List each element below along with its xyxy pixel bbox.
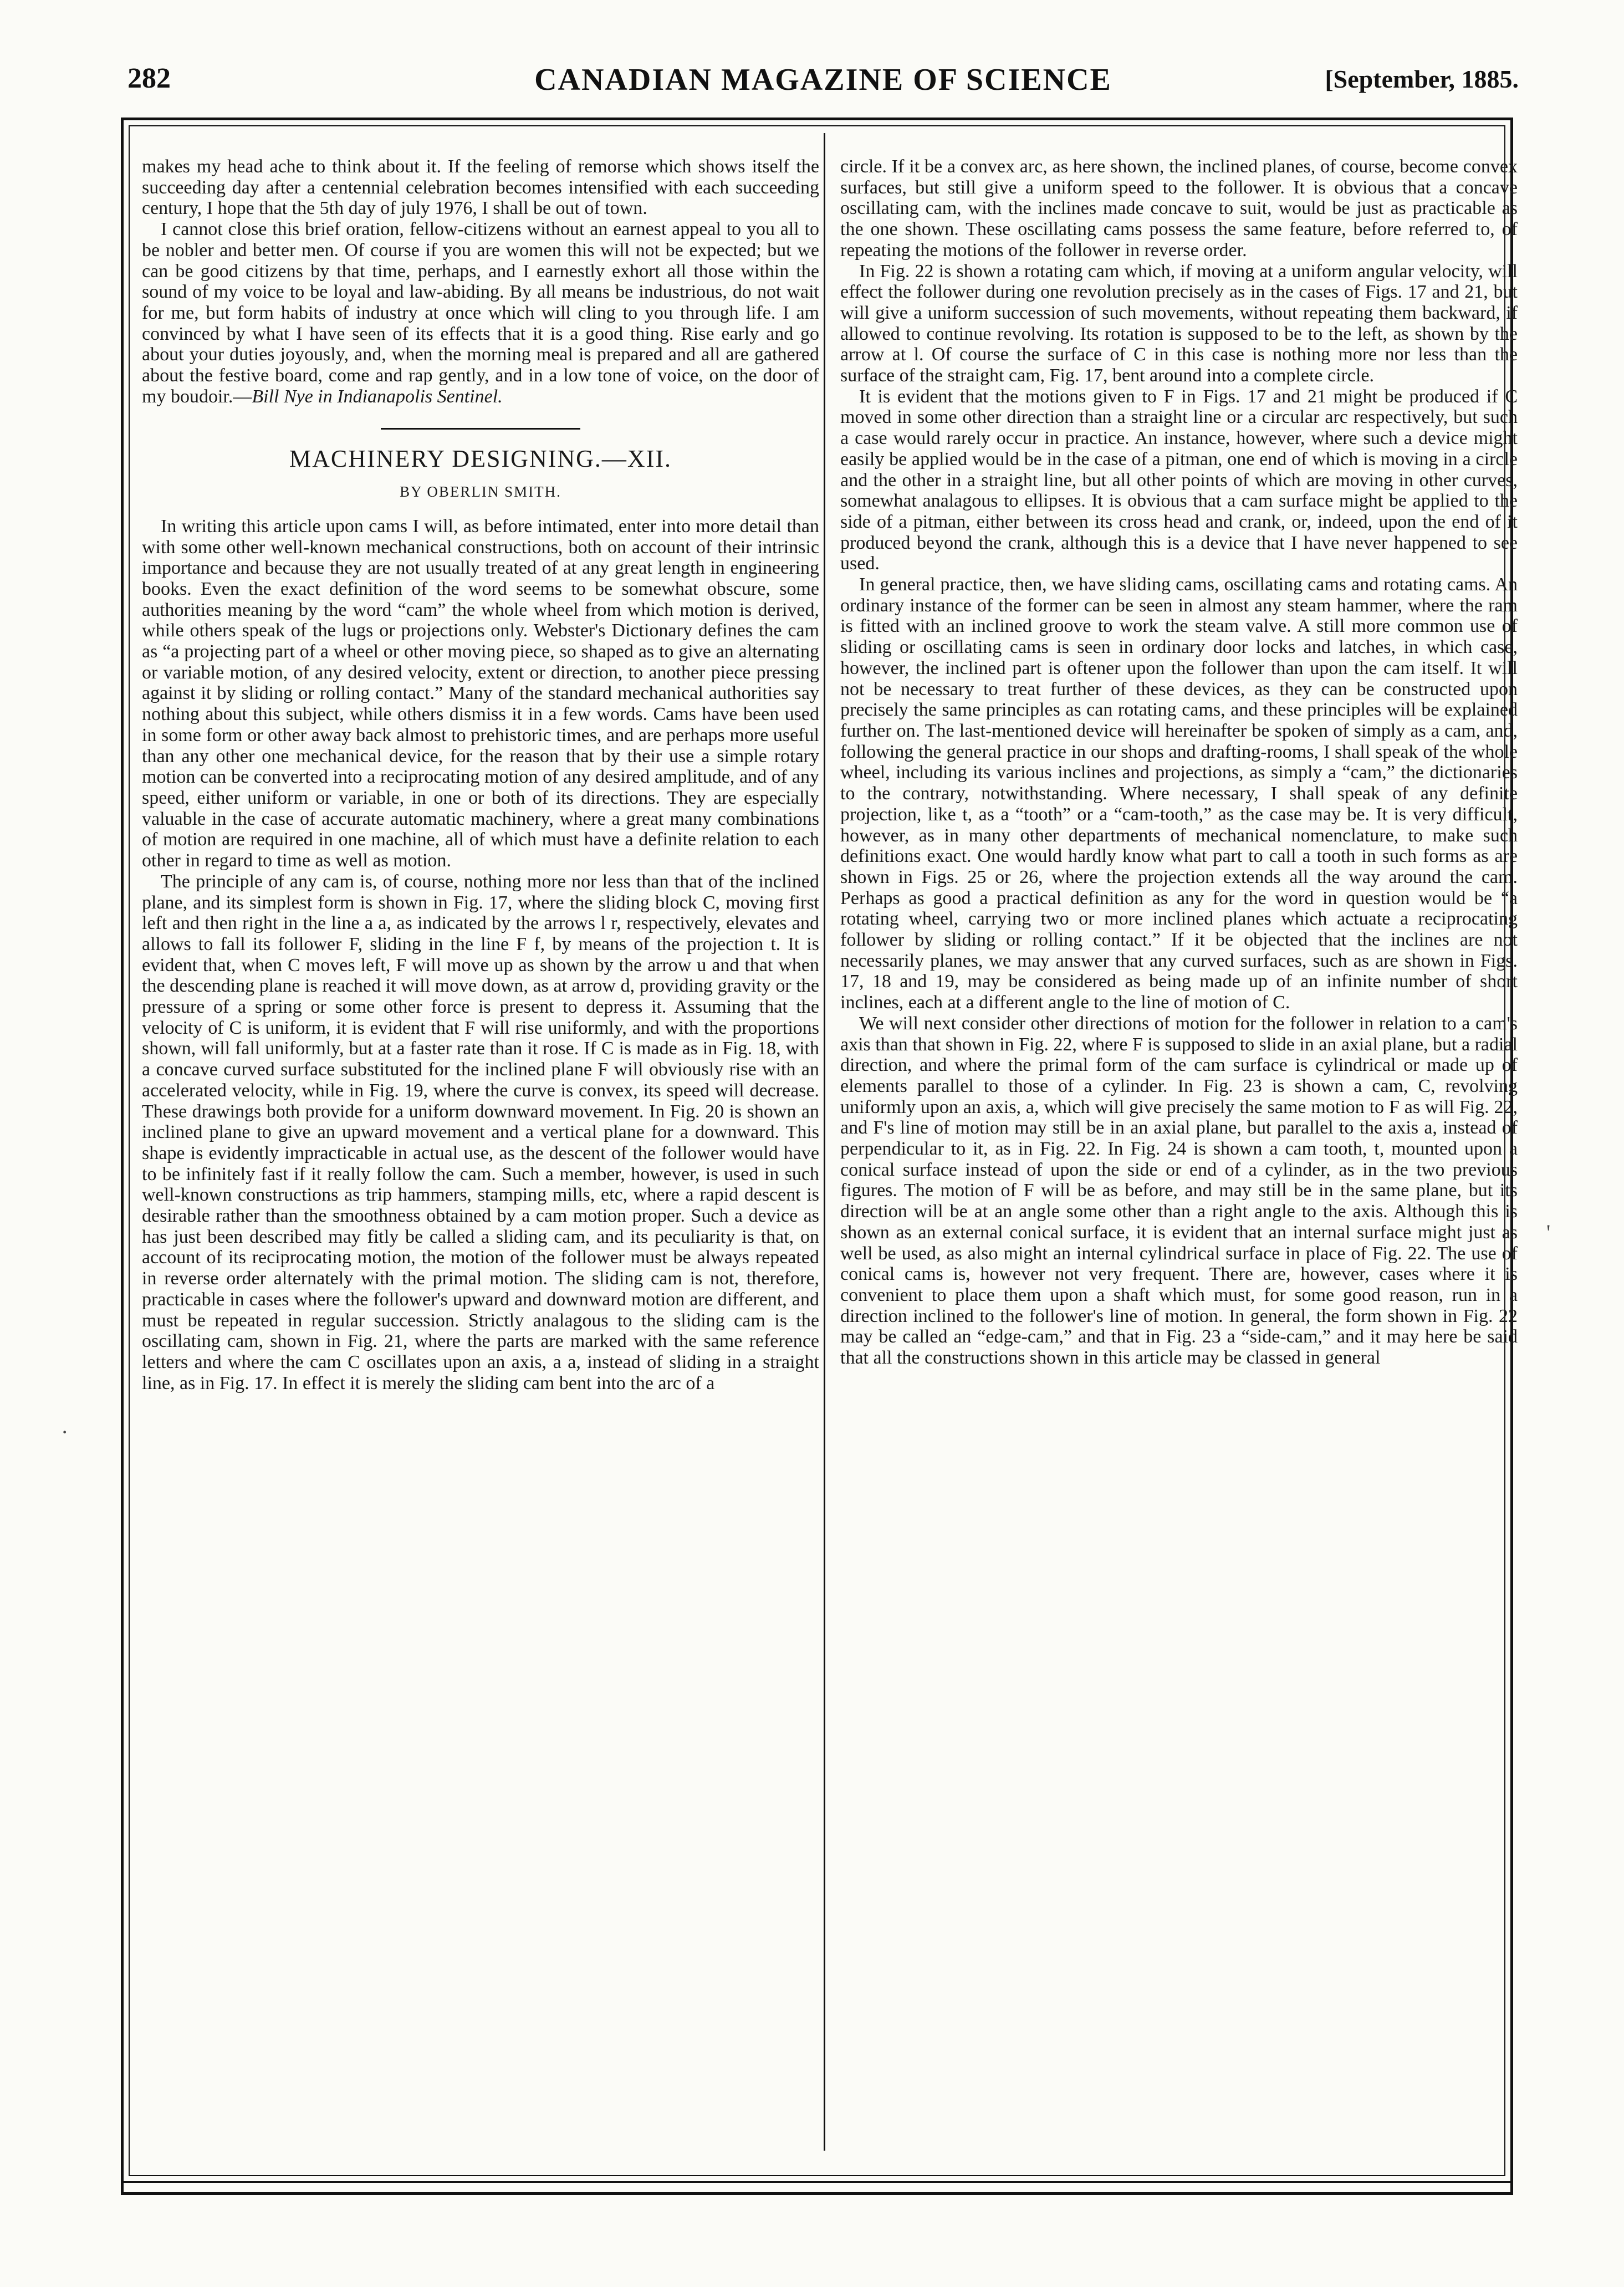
running-header (127, 62, 1519, 106)
right-paragraph-5: We will next consider other directions of motion for the follower in relation to a cam's axis than that shown in Fig. 22, where F is supposed to slide in an axial plane, but a radial direction, and where the primal form of the cam surface is cylindrical or made up of elements parallel to those of a cylinder. In Fig. 23 is shown a cam, C, revolving uniformly upon an axis, a, which will give precisely the same motion to F as will Fig. 22, and F's line of motion may still be in an axial plane, but parallel to the axis a, instead of perpendicular to it, as in Fig. 22. In Fig. 24 is shown a cam tooth, t, mounted upon a conical surface instead of upon the side or end of a cylinder, as in the two previous figures. The motion of F will be as before, and may still be in the same plane, but its direction will be at an angle some other than a right angle to the axis. Although this is shown as an external conical surface, it is evident that an internal surface might just as well be used, as also might an internal cylindrical surface in place of Fig. 22. The use of conical cams is, however not very frequent. There are, however, cases where it is convenient to place them upon a shaft which must, for some good reason, run in a direction inclined to the follower's line of motion. In general, the form shown in Fig. 22 may be called an “edge-cam,” and that in Fig. 23 a “side-cam,” and it may here be said that all the constructions shown in this article may be classed in general (840, 1013, 1518, 1369)
article-paragraph-2: The principle of any cam is, of course, nothing more nor less than that of the inclined plane, and its simplest form is shown in Fig. 17, where the sliding block C, moving first left and then right in the line a a, as indicated by the arrows l r, respectively, elevates and allows to fall its follower F, sliding in the line F f, by means of the projection t. It is evident that, when C moves left, F will move up as shown by the arrow u and that when the descending plane is reached it will move down, as at arrow d, providing gravity or the pressure of a spring or some other force is present to depress it. Assuming that the velocity of C is uniform, it is evident that F will rise uniformly, and with the proportions shown, will fall uniformly, but at a faster rate than it rose. If C is made as in Fig. 18, with a concave curved surface substituted for the inclined plane F will obviously rise with an accelerated velocity, while in Fig. 19, where the curve is convex, its speed will decrease. These drawings both provide for a uniform downward movement. In Fig. 20 is shown an inclined plane to give an upward movement and a vertical plane for a downward. This shape is evidently impracticable in actual use, as the descent of the follower would have to be infinitely fast if it really follow the cam. Such a member, however, is used in such well-known constructions as trip hammers, stamping mills, etc, where a rapid descent is desirable rather than the smoothness obtained by a cam motion proper. Such a device as has just been described may fitly be called a sliding cam, and its peculiarity is that, on account of its reciprocating motion, the motion of the follower must be always repeated in reverse order alternately with the primal motion. The sliding cam is not, therefore, practicable in cases where the follower's upward and downward motion are different, and must be repeated in regular succession. Strictly analagous to the sliding cam is the oscillating cam, shown in Fig. 21, where the parts are marked with the same reference letters and where the cam C oscillates upon an axis, a a, instead of sliding in a straight line, as in Fig. 17. In effect it is merely the sliding cam bent into the arc of a (142, 871, 819, 1393)
magazine-title: CANADIAN MAGAZINE OF SCIENCE (534, 63, 1112, 97)
article-paragraph-1: In writing this article upon cams I will, as before intimated, enter into more detail than with some other well-known mechanical constructions, both on account of their intrinsic importance and because they are not usually treated of at any great length in engineering books. Even the exact definition of the word seems to be somewhat obscure, some authorities meaning by the word “cam” the whole wheel from which motion is derived, while others speak of the lugs or projections only. Webster's Dictionary defines the cam as “a projecting part of a wheel or other moving piece, so shaped as to give an alternating or variable motion, of any desired velocity, extent or direction, to another piece pressing against it by sliding or rolling contact.” Many of the standard mechanical authorities say nothing about this subject, while others dismiss it in a few words. Cams have been used in some form or other away back almost to prehistoric times, and are perhaps more useful than any other one mechanical device, for the reason that by their use a simple rotary motion can be converted into a reciprocating motion of any desired amplitude, and of any speed, either uniform or variable, in one or both of its directions. They are especially valuable in the case of accurate automatic machinery, where a great many combinations of motion are required in one machine, all of which must have a definite relation to each other in regard to time as well as motion. (142, 515, 819, 871)
intro-paragraph-2 (142, 219, 819, 407)
article-title: MACHINERY DESIGNING.—XII. (289, 445, 672, 473)
scan-speck-left: · (61, 1420, 69, 1444)
right-paragraph-4: In general practice, then, we have sliding cams, oscillating cams and rotating cams. An ordinary instance of the former can be seen in almost any steam hammer, where the ram is fitted with an inclined groove to work the steam valve. A still more common use of sliding or oscillating cams is seen in ordinary door locks and latches, in which case, however, the inclined part is oftener upon the follower than upon the cam itself. It will not be necessary to treat further of these devices, as they can be constructed upon precisely the same principles as can rotating cams, and these principles will be explained further on. The last-mentioned device will hereinafter be spoken of simply as a cam, and, following the general practice in our shops and drafting-rooms, I shall speak of the whole wheel, including its various inclines and projections, as simply a “cam,” the dictionaries to the contrary, notwithstanding. Where necessary, I shall speak of any definite projection, like t, as a “tooth” or a “cam-tooth,” as the case may be. It is very difficult, however, as in many other departments of mechanical nomenclature, to make such definitions exact. One would hardly know what part to call a tooth in such forms as are shown in Figs. 25 or 26, where the projection extends all the way around the cam. Perhaps as good a practical definition as any for the word in question would be “a rotating wheel, carrying two or more inclined planes which actuate a reciprocating follower by sliding or rolling contact.” If it be objected that the inclines are not necessarily planes, we may answer that any curved surfaces, such as are shown in Figs. 17, 18 and 19, may be considered as being made up of an infinite number of short inclines, each at a different angle to the line of motion of C. (840, 574, 1518, 1013)
left-column (142, 156, 819, 2157)
scan-speck-right: ' (1546, 1220, 1551, 1245)
article-byline: BY OBERLIN SMITH. (400, 483, 561, 501)
right-paragraph-1: circle. If it be a convex arc, as here shown, the inclined planes, of course, become convex surfaces, but still give a uniform speed to the follower. It is obvious that a concave oscillating cam, with the inclines made concave to suit, would be just as practicable as the one shown. These oscillating cams possess the same feature, before referred to, of repeating the motions of the follower in reverse order. (840, 156, 1518, 261)
bottom-rule (121, 2181, 1513, 2183)
issue-date: [September, 1885. (1325, 65, 1519, 93)
intro-paragraph-2-text: I cannot close this brief oration, fellow-citizens without an earnest appeal to you all to be nobler and better men. Of course if you are women this will not be expected; but we can be good citizens by that time, perhaps, and I earnestly exhort all those within the sound of my voice to be loyal and law-abiding. By all means be industrious, do not wait for me, but form habits of industry at once which will cling to you through life. I am convinced by what I have seen of its effects that it is a good thing. Rise early and go about your duties joyously, and, when the morning meal is prepared and all are gathered about the festive board, come and rap gently, and in a low tone of voice, on the door of my boudoir.— (142, 219, 819, 407)
intro-paragraph-1: makes my head ache to think about it. If the feeling of remorse which shows itself the succeeding day after a centennial celebration becomes intensified with each succeeding century, I hope that the 5th day of july 1976, I shall be out of town. (142, 156, 819, 219)
right-paragraph-2: In Fig. 22 is shown a rotating cam which, if moving at a uniform angular velocity, will effect the follower during one revolution precisely as in the cases of Figs. 17 and 21, but will give a uniform succession of such movements, without repeating them backward, if allowed to continue revolving. Its rotation is supposed to be to the left, as shown by the arrow at l. Of course the surface of C in this case is nothing more nor less than the surface of the straight cam, Fig. 17, bent around into a complete circle. (840, 261, 1518, 386)
right-column (840, 156, 1518, 2157)
section-rule (381, 428, 580, 430)
right-paragraph-3: It is evident that the motions given to F in Figs. 17 and 21 might be produced if C moved in some other direction than a straight line or a circular arc respectively, but such a case would rarely occur in practice. An instance, however, where such a device might easily be applied would be in the case of a pitman, one end of which is moving in a circle and the other in a straight line, but all other points of which are moving in other curves, somewhat analagous to ellipses. It is obvious that a cam surface might be applied to the side of a pitman, either between its cross head and crank, or, indeed, upon the end of it produced beyond the crank, although this is a device that I have never happened to see used. (840, 386, 1518, 574)
column-divider (824, 133, 825, 2151)
page-number: 282 (127, 63, 171, 94)
intro-signature: Bill Nye in Indianapolis Sentinel. (252, 386, 503, 407)
